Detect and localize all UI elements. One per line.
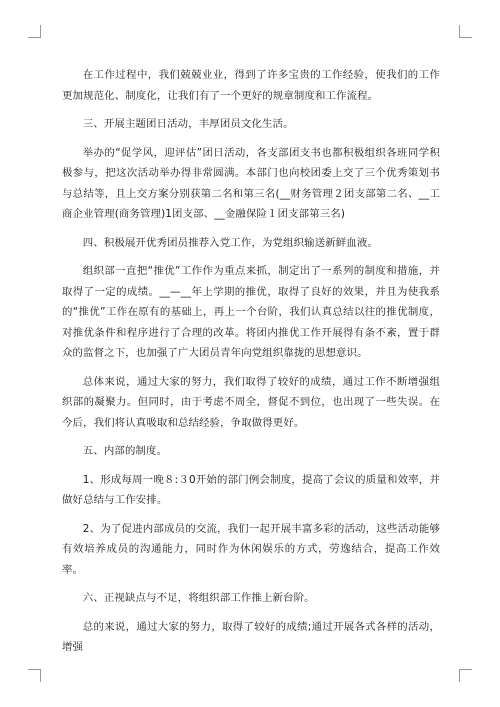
paragraph-summary: 总体来说，通过大家的努力，我们取得了较好的成绩，通过工作不断增强组织部的凝聚力。但同时，由于考虑不周全，督促不到位，也出现了一些失误。在今后，我们将认真吸取和总结经验，争取做得更好。 bbox=[62, 375, 440, 429]
paragraph-work-experience: 在工作过程中，我们兢兢业业，得到了许多宝贵的工作经验，使我们的工作更加规范化、制度化，让我们有了一个更好的规章制度和工作流程。 bbox=[62, 69, 440, 102]
section-heading-3: 三、开展主题团日活动，丰厚团员文化生活。 bbox=[82, 118, 294, 130]
crop-mark-top-right bbox=[459, 25, 472, 38]
section-heading-6: 六、正视缺点与不足，将组织部工作推上新台阶。 bbox=[82, 592, 315, 604]
section-heading-5: 五、内部的制度。 bbox=[82, 445, 168, 457]
document-body bbox=[62, 65, 440, 666]
paragraph-conclusion: 总的来说，通过大家的努力，取得了较好的成绩;通过开展各式各样的活动，增强 bbox=[62, 620, 440, 653]
crop-mark-bottom-left bbox=[28, 669, 41, 682]
crop-mark-bottom-right bbox=[459, 669, 472, 682]
section-heading-4: 四、积极展开优秀团员推荐入党工作，为党组织输送新鲜血液。 bbox=[82, 236, 378, 249]
paragraph-weekly-meeting: 1、形成每周一晚８:３0开始的部门例会制度，提高了会议的质量和效率，并做好总结与工作安排。 bbox=[62, 473, 440, 506]
crop-mark-top-left bbox=[28, 25, 41, 38]
paragraph-recommendation-work: 组织部一直把“推优”工作作为重点来抓，制定出了一系列的制度和措施，并取得了一定的成绩。__—__年上学期的推优，取得了良好的效果，并且为使我系的“推优”工作在原有的基础上，再上一个台阶，我们认真总结以往的推优制度，对推优条件和程序进行了合理的改革。将团内推优工作开展得有条不紊，置于群众的监督之下，也加强了广大团员青年向党组织靠拢的思想意识。 bbox=[62, 265, 440, 359]
paragraph-member-exchange: 2、为了促进内部成员的交流，我们一起开展丰富多彩的活动，这些活动能够有效培养成员的沟通能力，同时作为休闲娱乐的方式，劳逸结合，提高工作效率。 bbox=[62, 522, 440, 576]
paragraph-league-day-activity: 举办的“促学风，迎评估”团日活动，各支部团支书也都积极组织各班同学积极参与，把这次活动举办得非常圆满。本部门也向校团委上交了三个优秀策划书与总结等，且上交方案分别获第二名和第三名(__财务管理２团支部第二名、__工商企业管理(商务管理)1团支部、__金融保险１团支部第三名) bbox=[62, 146, 440, 220]
